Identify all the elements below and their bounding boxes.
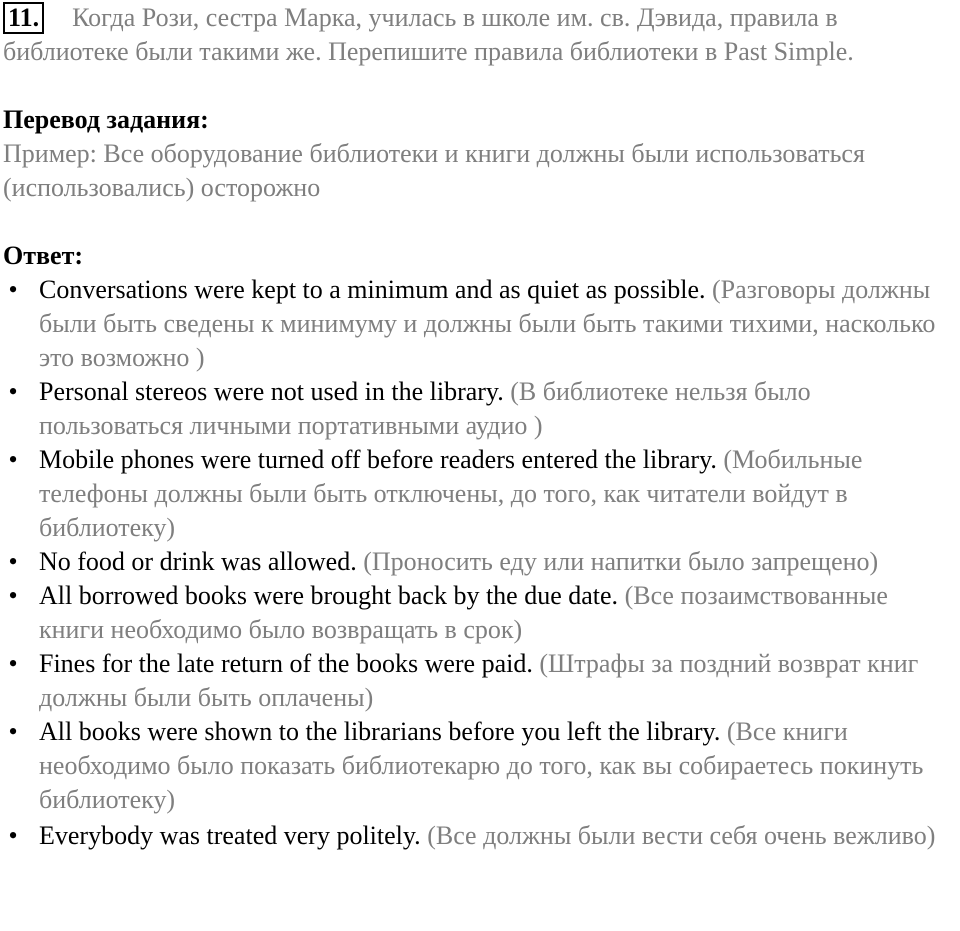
bullet-icon: • xyxy=(8,275,18,304)
bullet-icon: • xyxy=(8,547,18,576)
spacer xyxy=(3,205,958,239)
answer-item xyxy=(3,647,958,715)
task-paragraph xyxy=(3,1,958,69)
answer-english: Conversations were kept to a minimum and as quiet as possible. xyxy=(39,275,706,304)
answer-english: All books were shown to the librarians before you left the library. xyxy=(39,717,721,746)
answer-english: All borrowed books were brought back by the due date. xyxy=(39,581,619,610)
answer-russian: (Все позаимствованные книги необходимо было возвращать в срок) xyxy=(39,581,888,644)
task-number-box: 11. xyxy=(3,2,44,34)
answer-item xyxy=(3,273,958,375)
answer-item xyxy=(3,579,958,647)
answer-item xyxy=(3,715,958,817)
answer-russian: (Проносить еду или напитки было запрещено) xyxy=(363,547,879,576)
answer-list xyxy=(3,273,958,855)
translation-text: Пример: Все оборудование библиотеки и книги должны были использоваться (использовались) осторожно xyxy=(3,139,865,202)
bullet-icon: • xyxy=(8,581,18,610)
answer-russian: (Мобильные телефоны должны были быть отключены, до того, как читатели войдут в библиотеку) xyxy=(39,445,863,542)
answer-russian: (Все должны были вести себя очень вежливо) xyxy=(427,821,936,850)
answer-item xyxy=(3,375,958,443)
bullet-icon: • xyxy=(8,445,18,474)
answer-english: Personal stereos were not used in the library. xyxy=(39,377,504,406)
document-page xyxy=(3,1,958,855)
answer-english: Mobile phones were turned off before readers entered the library. xyxy=(39,445,717,474)
bullet-icon: • xyxy=(8,377,18,406)
bullet-icon: • xyxy=(8,717,18,746)
answer-english: Everybody was treated very politely. xyxy=(39,821,421,850)
answer-item xyxy=(3,817,958,855)
answer-heading: Ответ: xyxy=(3,241,84,270)
answer-russian: (В библиотеке нельзя было пользоваться личными портативными аудио ) xyxy=(39,377,811,440)
bullet-icon: • xyxy=(8,649,18,678)
answer-russian: (Штрафы за поздний возврат книг должны были быть оплачены) xyxy=(39,649,919,712)
answer-english: No food or drink was allowed. xyxy=(39,547,357,576)
answer-russian: (Все книги необходимо было показать библиотекарю до того, как вы собираетесь покинуть библиотеку) xyxy=(39,717,924,814)
translation-heading: Перевод задания: xyxy=(3,105,209,134)
answer-item xyxy=(3,545,958,579)
spacer xyxy=(3,69,958,103)
task-text: Когда Рози, сестра Марка, училась в школе им. св. Дэвида, правила в библиотеке были такими же. Перепишите правила библиотеки в Past Simple. xyxy=(3,3,854,66)
answer-russian: (Разговоры должны были быть сведены к минимуму и должны были быть такими тихими, насколько это возможно ) xyxy=(39,275,936,372)
bullet-icon: • xyxy=(8,821,18,850)
answer-english: Fines for the late return of the books were paid. xyxy=(39,649,533,678)
answer-item xyxy=(3,443,958,545)
